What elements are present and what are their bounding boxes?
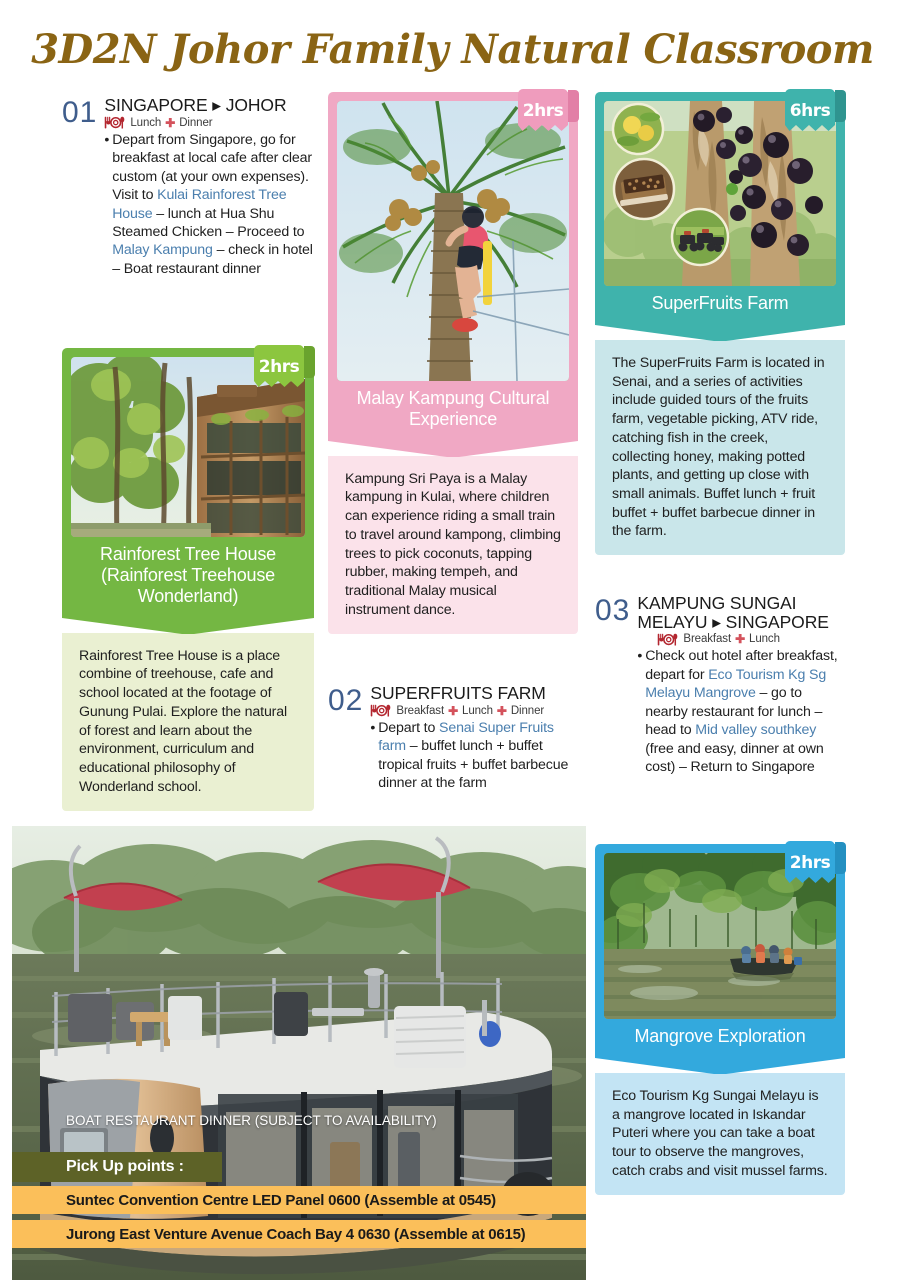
step-01-number: 01 [62, 96, 98, 129]
step-03-title: KAMPUNG SUNGAI MELAYU ▸ SINGAPORE [637, 593, 829, 632]
step-03-description [637, 647, 845, 776]
inline-link[interactable]: Senai Super Fruits farm [378, 719, 554, 755]
step-02-number: 02 [328, 684, 364, 717]
duration-badge-superfruits [783, 88, 847, 140]
step-03-meal-0: Breakfast [683, 633, 732, 646]
card-mangrove-exploration [595, 844, 845, 1195]
bullet-dot: • [637, 648, 643, 665]
cutlery-icon [104, 116, 126, 129]
bullet-dot: • [370, 719, 376, 736]
plus-separator: ✚ [735, 632, 746, 647]
plus-separator: ✚ [165, 115, 176, 130]
page-title: 3D2N Johor Family Natural Classroom [31, 26, 874, 73]
card-superfruits-farm [595, 92, 845, 555]
cutlery-icon [370, 704, 392, 717]
pickup-point-row-2: Jurong East Venture Avenue Coach Bay 4 0630 (Assemble at 0615) [12, 1220, 586, 1248]
inline-link[interactable]: Malay Kampung [112, 242, 213, 259]
plus-separator: ✚ [448, 703, 459, 718]
step-01-meal-0: Lunch [130, 116, 162, 129]
step-01 [62, 96, 314, 278]
step-03 [595, 594, 845, 777]
card-superfruits-body: The SuperFruits Farm is located in Senai, and a series of activities include guided tours of the fruits farm, vegetable picking, ATV ride, catching fish in the creek, collecting honey, making potted plants, and getting up close with small animals. Buffet lunch + fruit buffet + buffet barbecue dinner in the farm. [595, 340, 845, 555]
step-02-meal-2: Dinner [510, 704, 545, 717]
duration-badge-rainforest-text: 2hrs [258, 357, 300, 377]
step-03-desc-text: Check out hotel after breakfast, depart for Eco Tourism Kg Sg Melayu Mangrove – go to nearby restaurant for lunch – head to Mid valley southkey (free and easy, dinner at own cost) – Return to Singapore [645, 648, 838, 776]
card-rainforest-header [62, 348, 314, 616]
card-kampung-body: Kampung Sri Paya is a Malay kampung in Kulai, where children can experience riding a small train to travel around kampong, climbing trees to pick coconuts, tapping rubber, making tempeh, and traditional Malay musical instrument dance. [328, 456, 578, 634]
step-01-description [104, 131, 314, 279]
step-01-desc-text: Depart from Singapore, go for breakfast at local cafe after clear custom (at your own expenses). Visit to Kulai Rainforest Tree House – lunch at Hua Shu Steamed Chicken – Proceed to Malay Kampung – check in hotel – Boat restaurant dinner [112, 131, 313, 277]
card-rainforest-tree-house [62, 348, 314, 811]
card-mangrove-notch [595, 1056, 845, 1074]
card-kampung-caption: Malay Kampung Cultural Experience [356, 388, 550, 429]
step-02-description [370, 719, 578, 793]
boat-caption: BOAT RESTAURANT DINNER (SUBJECT TO AVAILABILITY) [66, 1113, 437, 1128]
step-03-number: 03 [595, 594, 631, 627]
card-mangrove-header [595, 844, 845, 1056]
step-03-meals [657, 632, 845, 646]
duration-badge-mangrove-text: 2hrs [789, 853, 831, 873]
card-superfruits-notch [595, 323, 845, 341]
step-02-meals [370, 704, 578, 718]
inline-link[interactable]: Kulai Rainforest Tree House [112, 187, 287, 222]
step-02 [328, 684, 578, 793]
card-rainforest-notch [62, 616, 314, 634]
step-01-title: SINGAPORE ▸ JOHOR [104, 95, 287, 115]
duration-badge-rainforest [252, 344, 316, 396]
inline-link[interactable]: Mid valley southkey [695, 722, 817, 739]
step-02-title: SUPERFRUITS FARM [370, 683, 546, 703]
card-mangrove-body: Eco Tourism Kg Sungai Melayu is a mangrove located in Iskandar Puteri where you can take a boat tour to observe the mangroves, catch crabs and visit mussel farms. [595, 1073, 845, 1195]
card-kampung-header [328, 92, 578, 439]
step-02-desc-text: Depart to Senai Super Fruits farm – buffet lunch + buffet tropical fruits + buffet barbecue dinner at the farm [378, 719, 569, 792]
duration-badge-kampung-text: 2hrs [522, 101, 564, 121]
duration-badge-mangrove [783, 840, 847, 892]
inline-link[interactable]: Eco Tourism Kg Sg Melayu Mangrove [645, 666, 827, 702]
card-malay-kampung [328, 92, 578, 634]
card-superfruits-caption: SuperFruits Farm [651, 293, 789, 313]
duration-badge-kampung [516, 88, 580, 140]
card-superfruits-header [595, 92, 845, 323]
bullet-dot: • [104, 131, 110, 148]
step-02-meal-1: Lunch [462, 704, 493, 717]
step-02-meal-0: Breakfast [396, 704, 445, 717]
card-kampung-notch [328, 439, 578, 457]
step-01-meal-1: Dinner [179, 116, 213, 129]
card-rainforest-body: Rainforest Tree House is a place combine of treehouse, cafe and school located at the footage of Gunung Pulai. Explore the natural of forest and learn about the environment, curriculum and educational philosophy of Wonderland school. [62, 633, 314, 811]
cutlery-icon [657, 633, 679, 646]
column-left [62, 95, 314, 795]
pickup-points-label: Pick Up points : [12, 1152, 222, 1182]
step-03-meal-1: Lunch [749, 633, 780, 646]
duration-badge-superfruits-text: 6hrs [789, 101, 831, 121]
plus-separator: ✚ [496, 703, 507, 718]
pickup-point-row-1: Suntec Convention Centre LED Panel 0600 (Assemble at 0545) [12, 1186, 586, 1214]
card-mangrove-caption: Mangrove Exploration [634, 1026, 806, 1046]
boy-climbing-coconut-tree-photo [337, 101, 569, 381]
card-rainforest-caption: Rainforest Tree House (Rainforest Treehouse Wonderland) [100, 544, 276, 606]
step-01-meals [104, 116, 314, 130]
